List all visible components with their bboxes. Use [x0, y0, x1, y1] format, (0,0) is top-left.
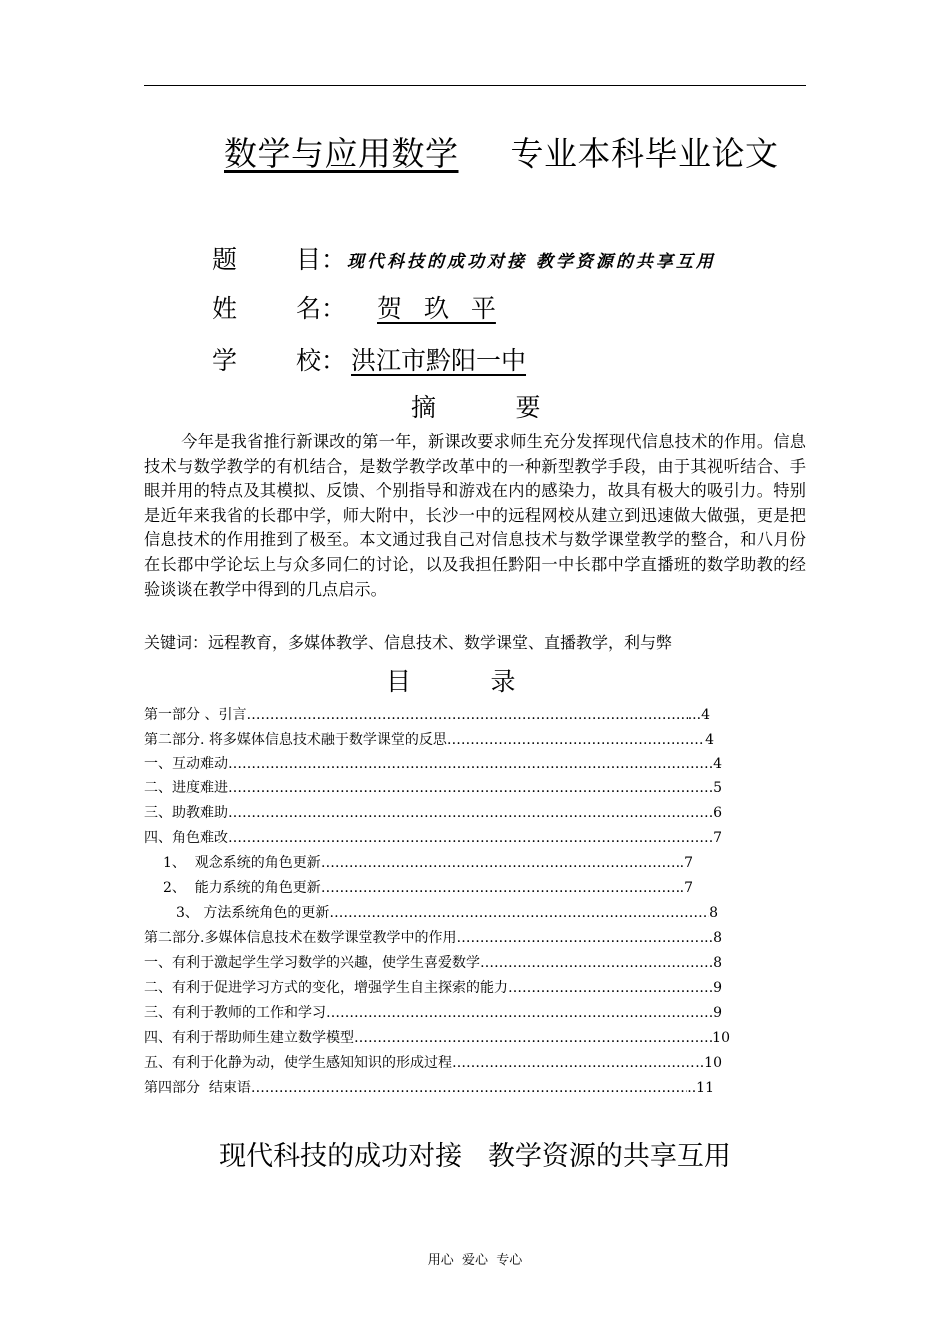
toc-item-title: 四、有利于帮助师生建立数学模型: [144, 1030, 354, 1046]
toc-item[interactable]: [144, 929, 722, 947]
title-label: 题: [212, 245, 238, 274]
toc-item-page: ..10: [695, 1055, 722, 1071]
toc-item-title: 五、有利于化静为动，使学生感知知识的形成过程: [144, 1055, 452, 1071]
main-title: 现代科技的成功对接 教学资源的共享互用: [219, 1141, 731, 1172]
toc-item-title: 2、 能力系统的角色更新: [163, 880, 321, 896]
toc-item-title: 二、进度难进: [144, 780, 228, 796]
major-name: 数学与应用数学: [224, 134, 459, 173]
toc-item-title: 三、有利于教师的工作和学习: [144, 1005, 326, 1021]
toc-item-title: 第一部分 、引言: [144, 707, 247, 723]
toc-item-title: 三、助教难助: [144, 805, 228, 821]
toc-leader: [251, 1079, 687, 1097]
toc-item-title: 第二部分. 将多媒体信息技术融于数学课堂的反思: [144, 732, 447, 748]
toc-item-page: 7: [713, 830, 722, 846]
top-rule: [144, 85, 806, 86]
toc-item-page: 4: [713, 756, 722, 772]
toc-leader: [228, 829, 713, 847]
toc-item-page: 9: [713, 1005, 722, 1021]
toc-item[interactable]: [144, 804, 722, 822]
toc-leader: [480, 954, 713, 972]
toc-item[interactable]: [144, 1029, 730, 1047]
toc-item[interactable]: [144, 779, 722, 797]
toc-item-title: 第四部分 结束语: [144, 1080, 251, 1096]
degree-label: 专业本科毕业论文: [510, 134, 779, 173]
toc-item[interactable]: [144, 1004, 722, 1022]
toc-leader: [456, 929, 699, 947]
toc-item-title: 1、 观念系统的角色更新: [163, 855, 321, 871]
toc-leader: [228, 804, 713, 822]
abstract-body: 今年是我省推行新课改的第一年，新课改要求师生充分发挥现代信息技术的作用。信息技术与数学教学的有机结合，是数学教学改革中的一种新型教学手段，由于其视听结合、手眼并用的特点及其模拟、反馈、个别指导和游戏在内的感染力，故具有极大的吸引力。特别是近年来我省的长郡中学，师大附中，长沙一中的远程网校从建立到迅速做大做强，更是把信息技术的作用推到了极至。本文通过我自己对信息技术与数学课堂教学的整合，和八月份在长郡中学论坛上与众多同仁的讨论，以及我担任黔阳一中长郡中学直播班的数学助教的经验谈谈在教学中得到的几点启示。: [144, 432, 806, 599]
school-label-end: 校：: [296, 346, 347, 375]
toc-leader: [228, 755, 713, 773]
toc-item-page: 8: [709, 905, 718, 921]
toc-item[interactable]: [176, 904, 718, 922]
toc-item-page: 8: [713, 955, 722, 971]
title-value: 现代科技的成功对接 教学资源的共享互用: [347, 252, 716, 272]
toc-item-page: .7: [679, 880, 693, 896]
toc-item[interactable]: [144, 979, 722, 997]
toc-item-page: 9: [713, 980, 722, 996]
author-name: 贺 玖 平: [377, 294, 496, 323]
school-name: 洪江市黔阳一中: [351, 346, 527, 375]
toc-leader: [447, 731, 705, 749]
toc-item-title: 3、 方法系统角色的更新: [176, 905, 330, 921]
school-label: 学: [212, 346, 238, 375]
toc-item-page: 5: [713, 780, 722, 796]
toc-item[interactable]: [163, 879, 693, 897]
toc-item[interactable]: [144, 954, 722, 972]
toc-item-page: 6: [713, 805, 722, 821]
toc-item[interactable]: [144, 706, 710, 724]
toc-item-page: 10: [712, 1030, 730, 1046]
toc-leader: [246, 706, 687, 724]
toc-leader: [508, 979, 713, 997]
toc-item[interactable]: [144, 731, 714, 749]
toc-item-title: 一、互动难动: [144, 756, 228, 772]
toc-item[interactable]: [144, 1079, 714, 1097]
toc-item-page: ..11: [687, 1080, 714, 1096]
toc-item[interactable]: [144, 755, 722, 773]
abstract-heading: 摘 要: [411, 393, 541, 422]
toc-leader: [321, 854, 680, 872]
toc-item-page: ...8: [699, 930, 722, 946]
toc-item-page: .7: [679, 855, 693, 871]
toc-item[interactable]: [144, 829, 722, 847]
keywords: 关键词：远程教育，多媒体教学、信息技术、数学课堂、直播教学，利与弊: [144, 633, 673, 652]
toc-item-title: 四、角色难改: [144, 830, 228, 846]
toc-item[interactable]: [144, 1054, 722, 1072]
page-footer: 用心 爱心 专心: [427, 1253, 523, 1268]
toc-leader: [329, 904, 709, 922]
toc-leader: [326, 1004, 713, 1022]
toc-item-page: ...4: [687, 707, 710, 723]
thesis-heading: [186, 128, 779, 175]
name-label: 姓: [212, 294, 238, 323]
title-label-end: 目：: [296, 245, 347, 274]
toc-item-page: 4: [705, 732, 714, 748]
toc-item[interactable]: [163, 854, 693, 872]
toc-leader: [321, 879, 680, 897]
toc-item-title: 第二部分.多媒体信息技术在数学课堂教学中的作用: [144, 930, 457, 946]
toc-heading: 目 录: [386, 667, 516, 696]
toc-item-title: 一、有利于激起学生学习数学的兴趣，使学生喜爱数学: [144, 955, 480, 971]
name-label-end: 名：: [296, 294, 347, 323]
toc-leader: [354, 1029, 712, 1047]
toc-leader: [228, 779, 713, 797]
toc-item-title: 二、有利于促进学习方式的变化，增强学生自主探索的能力: [144, 980, 508, 996]
toc-leader: [452, 1054, 695, 1072]
